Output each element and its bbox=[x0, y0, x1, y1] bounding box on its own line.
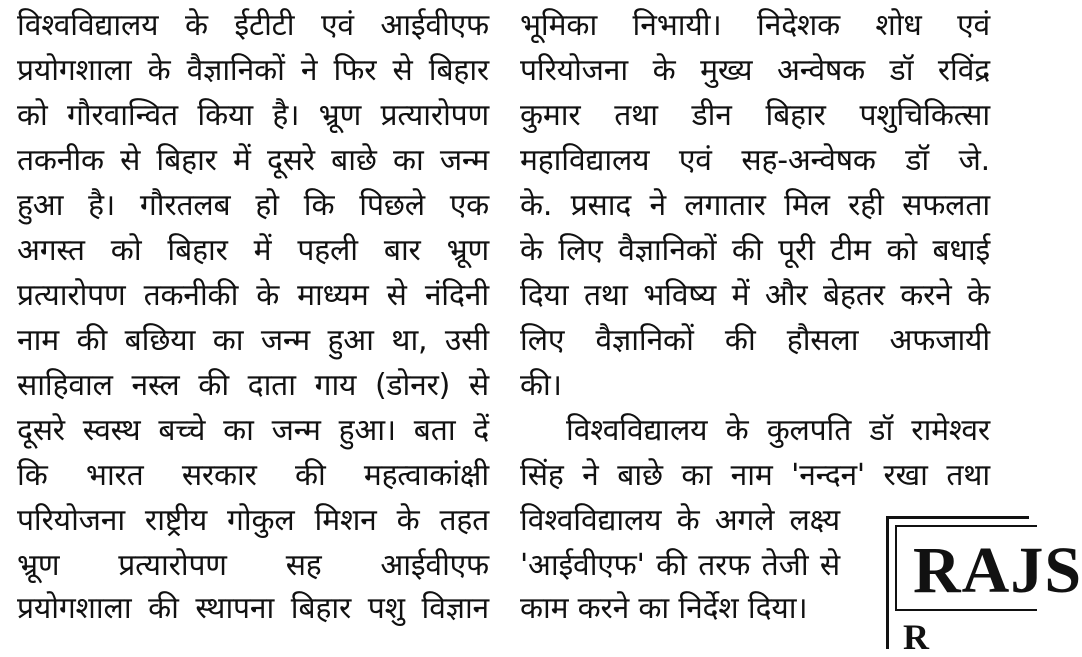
text-line: महाविद्यालय एवं सह-अन्वेषक डॉ जे. bbox=[520, 143, 990, 178]
advertisement-header bbox=[895, 525, 1082, 611]
text-line: की। bbox=[520, 368, 562, 403]
paragraph-start-line: विश्वविद्यालय के कुलपति डॉ रामेश्वर bbox=[566, 413, 990, 448]
text-line: को गौरवान्वित किया है। भ्रूण प्रत्यारोपण bbox=[17, 98, 489, 133]
text-line: भ्रूण प्रत्यारोपण सह आईवीएफ bbox=[17, 548, 489, 583]
text-line: साहिवाल नस्ल की दाता गाय (डोनर) से bbox=[17, 368, 489, 403]
text-line: विश्वविद्यालय के अगले लक्ष्य bbox=[520, 503, 840, 538]
text-line: दूसरे स्वस्थ बच्चे का जन्म हुआ। बता दें bbox=[17, 413, 489, 448]
text-line: परियोजना राष्ट्रीय गोकुल मिशन के तहत bbox=[17, 503, 489, 538]
text-line: प्रत्यारोपण तकनीकी के माध्यम से नंदिनी bbox=[17, 278, 489, 313]
text-line: प्रयोगशाला के वैज्ञानिकों ने फिर से बिहार bbox=[17, 53, 489, 88]
text-line: प्रयोगशाला की स्थापना बिहार पशु विज्ञान bbox=[17, 591, 489, 626]
text-line: परियोजना के मुख्य अन्वेषक डॉ रविंद्र bbox=[520, 53, 990, 88]
text-line: तकनीक से बिहार में दूसरे बाछे का जन्म bbox=[17, 143, 489, 178]
text-line: के लिए वैज्ञानिकों की पूरी टीम को बधाई bbox=[520, 233, 990, 268]
text-line: के. प्रसाद ने लगातार मिल रही सफलता bbox=[520, 188, 990, 223]
text-line: नाम की बछिया का जन्म हुआ था, उसी bbox=[17, 323, 489, 358]
text-line: हुआ है। गौरतलब हो कि पिछले एक bbox=[17, 188, 489, 223]
text-line: कि भारत सरकार की महत्वाकांक्षी bbox=[17, 458, 489, 493]
text-line: भूमिका निभायी। निदेशक शोध एवं bbox=[520, 8, 990, 43]
text-line: काम करने का निर्देश दिया। bbox=[520, 591, 808, 626]
advertisement-box bbox=[886, 516, 1082, 657]
advertisement-wordmark: RAJS bbox=[913, 534, 1082, 607]
text-line: 'आईवीएफ' की तरफ तेजी से bbox=[520, 548, 840, 583]
text-line: अगस्त को बिहार में पहली बार भ्रूण bbox=[17, 233, 489, 268]
text-line: कुमार तथा डीन बिहार पशुचिकित्सा bbox=[520, 98, 990, 133]
text-line: दिया तथा भविष्य में और बेहतर करने के bbox=[520, 278, 990, 313]
text-line: सिंह ने बाछे का नाम 'नन्दन' रखा तथा bbox=[520, 458, 990, 493]
text-line: लिए वैज्ञानिकों की हौसला अफजायी bbox=[520, 323, 990, 358]
text-line: विश्वविद्यालय के ईटीटी एवं आईवीएफ bbox=[17, 8, 489, 43]
advertisement-subtext: R bbox=[903, 617, 929, 657]
